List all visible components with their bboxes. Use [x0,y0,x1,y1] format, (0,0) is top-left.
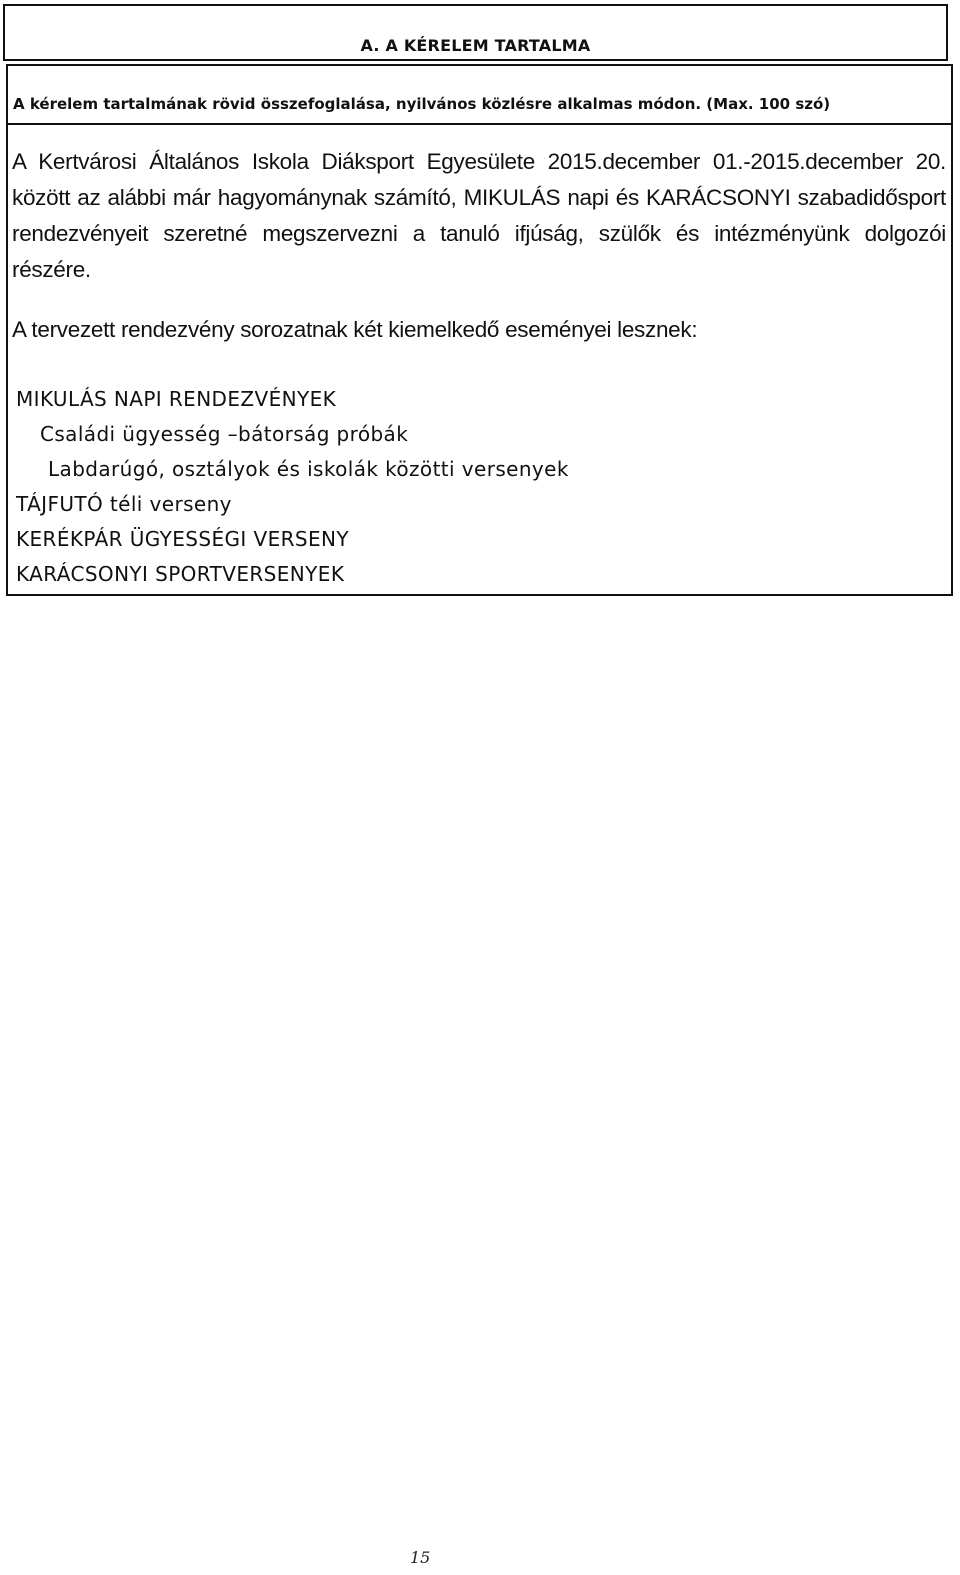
page-number: 15 [410,1548,431,1567]
event-item-karacsonyi: KARÁCSONYI SPORTVERSENYEK [16,562,345,586]
section-header-box [3,4,948,61]
summary-box [6,64,953,596]
event-item-mikulas: MIKULÁS NAPI RENDEZVÉNYEK [16,387,337,411]
summary-paragraph-intro: A Kertvárosi Általános Iskola Diáksport Egyesülete 2015.december 01.-2015.december 20. között az alábbi már hagyománynak számító, MIKULÁS napi és KARÁCSONYI szabadidősport rendezvényeit szeretné megszervezni a tanuló ifjúság, szülők és intézményünk dolgozói részére. [12,149,946,282]
event-item-labdarugo: Labdarúgó, osztályok és iskolák közötti versenyek [48,457,569,481]
event-item-tajfuto: TÁJFUTÓ téli verseny [16,492,232,516]
section-title: A. A KÉRELEM TARTALMA [360,36,591,55]
event-item-kerekpar: KERÉKPÁR ÜGYESSÉGI VERSENY [16,527,350,551]
summary-paragraph-events-intro: A tervezett rendezvény sorozatnak két kiemelkedő eseményei lesznek: [12,317,698,342]
summary-label: A kérelem tartalmának rövid összefoglalása, nyilvános közlésre alkalmas módon. (Max. 100 szó) [13,95,831,113]
event-list [16,382,569,592]
event-item-csaladi: Családi ügyesség –bátorság próbák [40,422,409,446]
summary-label-row [8,66,951,125]
